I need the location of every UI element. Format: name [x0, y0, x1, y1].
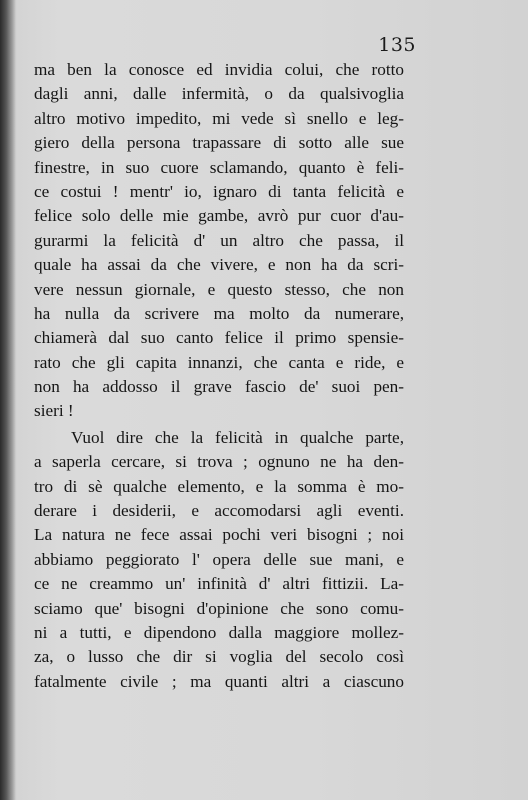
text-line: sieri !: [34, 401, 74, 421]
text-line: giero della persona trapassare di sotto alle sue: [34, 133, 404, 153]
paragraph-2: [34, 426, 404, 694]
text-line: quale ha assai da che vivere, e non ha da scri-: [34, 255, 404, 275]
text-line: za, o lusso che dir si voglia del secolo così: [34, 647, 404, 667]
text-line: fatalmente civile ; ma quanti altri a ciascuno: [34, 671, 404, 691]
text-line: tro di sè qualche elemento, e la somma è mo-: [34, 476, 404, 496]
text-line: vere nessun giornale, e questo stesso, che non: [34, 279, 404, 299]
text-line: gurarmi la felicità d' un altro che passa, il: [34, 230, 404, 250]
text-line: dagli anni, dalle infermità, o da qualsivoglia: [34, 84, 404, 104]
page-number: 135: [378, 34, 416, 56]
text-line: altro motivo impedito, mi vede sì snello e leg-: [34, 108, 404, 128]
text-line: ni a tutti, e dipendono dalla maggiore mollez-: [34, 622, 404, 642]
text-line: Vuol dire che la felicità in qualche parte,: [71, 427, 404, 447]
text-line: felice solo delle mie gambe, avrò pur cuor d'au-: [34, 206, 404, 226]
text-line: ce ne creammo un' infinità d' altri fittizii. La-: [34, 574, 404, 594]
binding-gutter-shadow: [0, 0, 16, 800]
text-line: La natura ne fece assai pochi veri bisogni ; noi: [34, 525, 404, 545]
text-line: rato che gli capita innanzi, che canta e ride, e: [34, 352, 404, 372]
text-line: abbiamo peggiorato l' opera delle sue mani, e: [34, 549, 404, 569]
paragraph-1: [34, 58, 404, 424]
text-line: ma ben la conosce ed invidia colui, che rotto: [34, 60, 404, 79]
text-line: chiamerà dal suo canto felice il primo spensie-: [34, 328, 404, 348]
text-line: derare i desiderii, e accomodarsi agli eventi.: [34, 501, 404, 521]
text-line: ce costui ! mentr' io, ignaro di tanta felicità e: [34, 181, 404, 201]
text-line: non ha addosso il grave fascio de' suoi pen-: [34, 377, 404, 397]
body-text: [34, 58, 404, 694]
text-line: a saperla cercare, si trova ; ognuno ne ha den-: [34, 452, 404, 472]
text-line: finestre, in suo cuore sclamando, quanto è feli-: [34, 157, 404, 177]
text-line: sciamo que' bisogni d'opinione che sono comu-: [34, 598, 404, 618]
text-line: ha nulla da scrivere ma molto da numerare,: [34, 303, 404, 323]
